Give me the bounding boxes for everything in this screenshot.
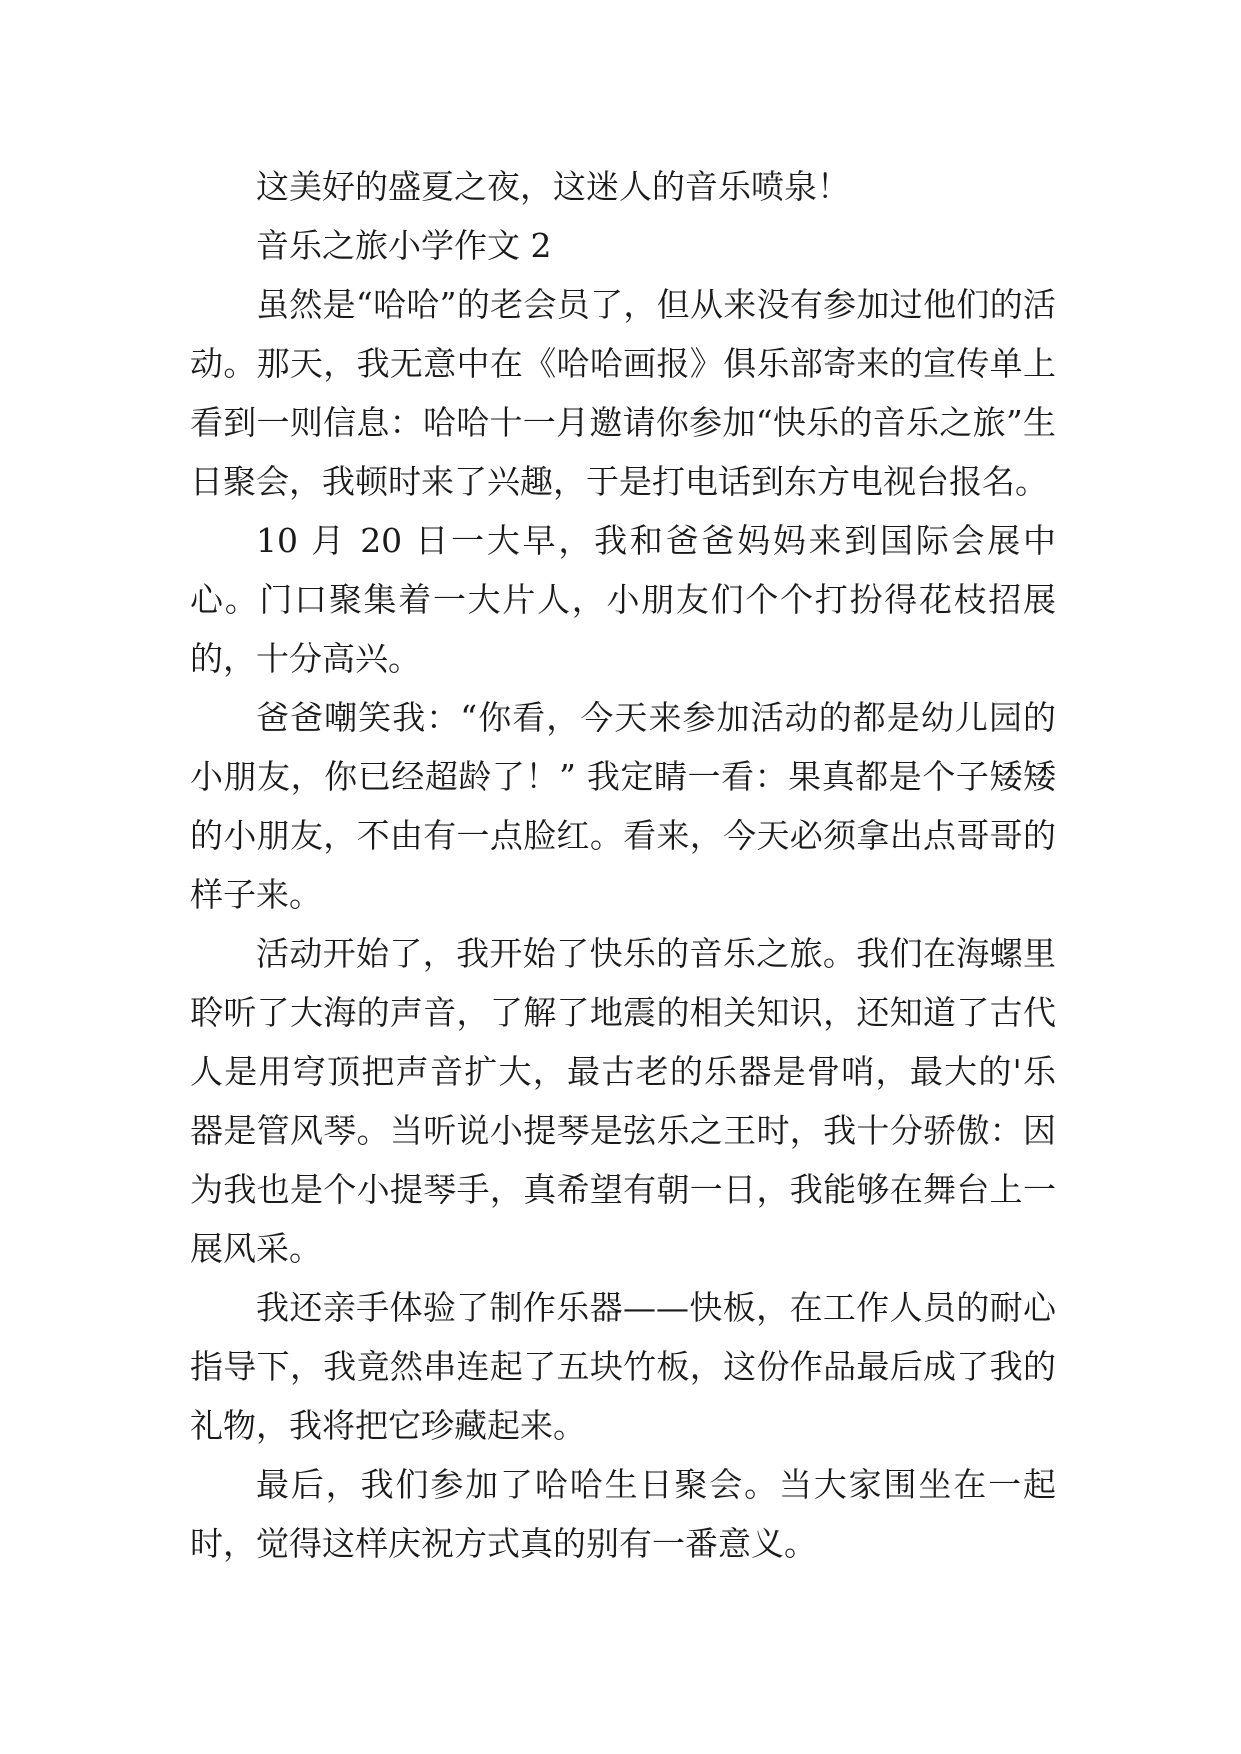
paragraph: 最后，我们参加了哈哈生日聚会。当大家围坐在一起时，觉得这样庆祝方式真的别有一番意义。	[190, 1465, 1056, 1563]
essay-title: 音乐之旅小学作文 2	[256, 226, 552, 265]
paragraph: 我还亲手体验了制作乐器——快板，在工作人员的耐心指导下，我竟然串连起了五块竹板，这份作品最后成了我的礼物，我将把它珍藏起来。	[190, 1288, 1056, 1445]
paragraph: 10 月 20 日一大早，我和爸爸妈妈来到国际会展中心。门口聚集着一大片人，小朋友们个个打扮得花枝招展的，十分高兴。	[190, 521, 1056, 678]
paragraph: 活动开始了，我开始了快乐的音乐之旅。我们在海螺里聆听了大海的声音，了解了地震的相关知识，还知道了古代人是用穹顶把声音扩大，最古老的乐器是骨哨，最大的'乐器是管风琴。当听说小提琴是弦乐之王时，我十分骄傲：因为我也是个小提琴手，真希望有朝一日，我能够在舞台上一展风采。	[190, 934, 1056, 1268]
paragraph: 爸爸嘲笑我：“你看，今天来参加活动的都是幼儿园的小朋友，你已经超龄了！” 我定睛一看：果真都是个子矮矮的小朋友，不由有一点脸红。看来，今天必须拿出点哥哥的样子来。	[190, 698, 1056, 914]
paragraph-closing-line: 这美好的盛夏之夜，这迷人的音乐喷泉！	[256, 167, 850, 206]
paragraph: 虽然是“哈哈”的老会员了，但从来没有参加过他们的活动。那天，我无意中在《哈哈画报》俱乐部寄来的宣传单上看到一则信息：哈哈十一月邀请你参加“快乐的音乐之旅”生日聚会，我顿时来了兴趣，于是打电话到东方电视台报名。	[190, 285, 1056, 501]
document-body	[190, 157, 1056, 1573]
